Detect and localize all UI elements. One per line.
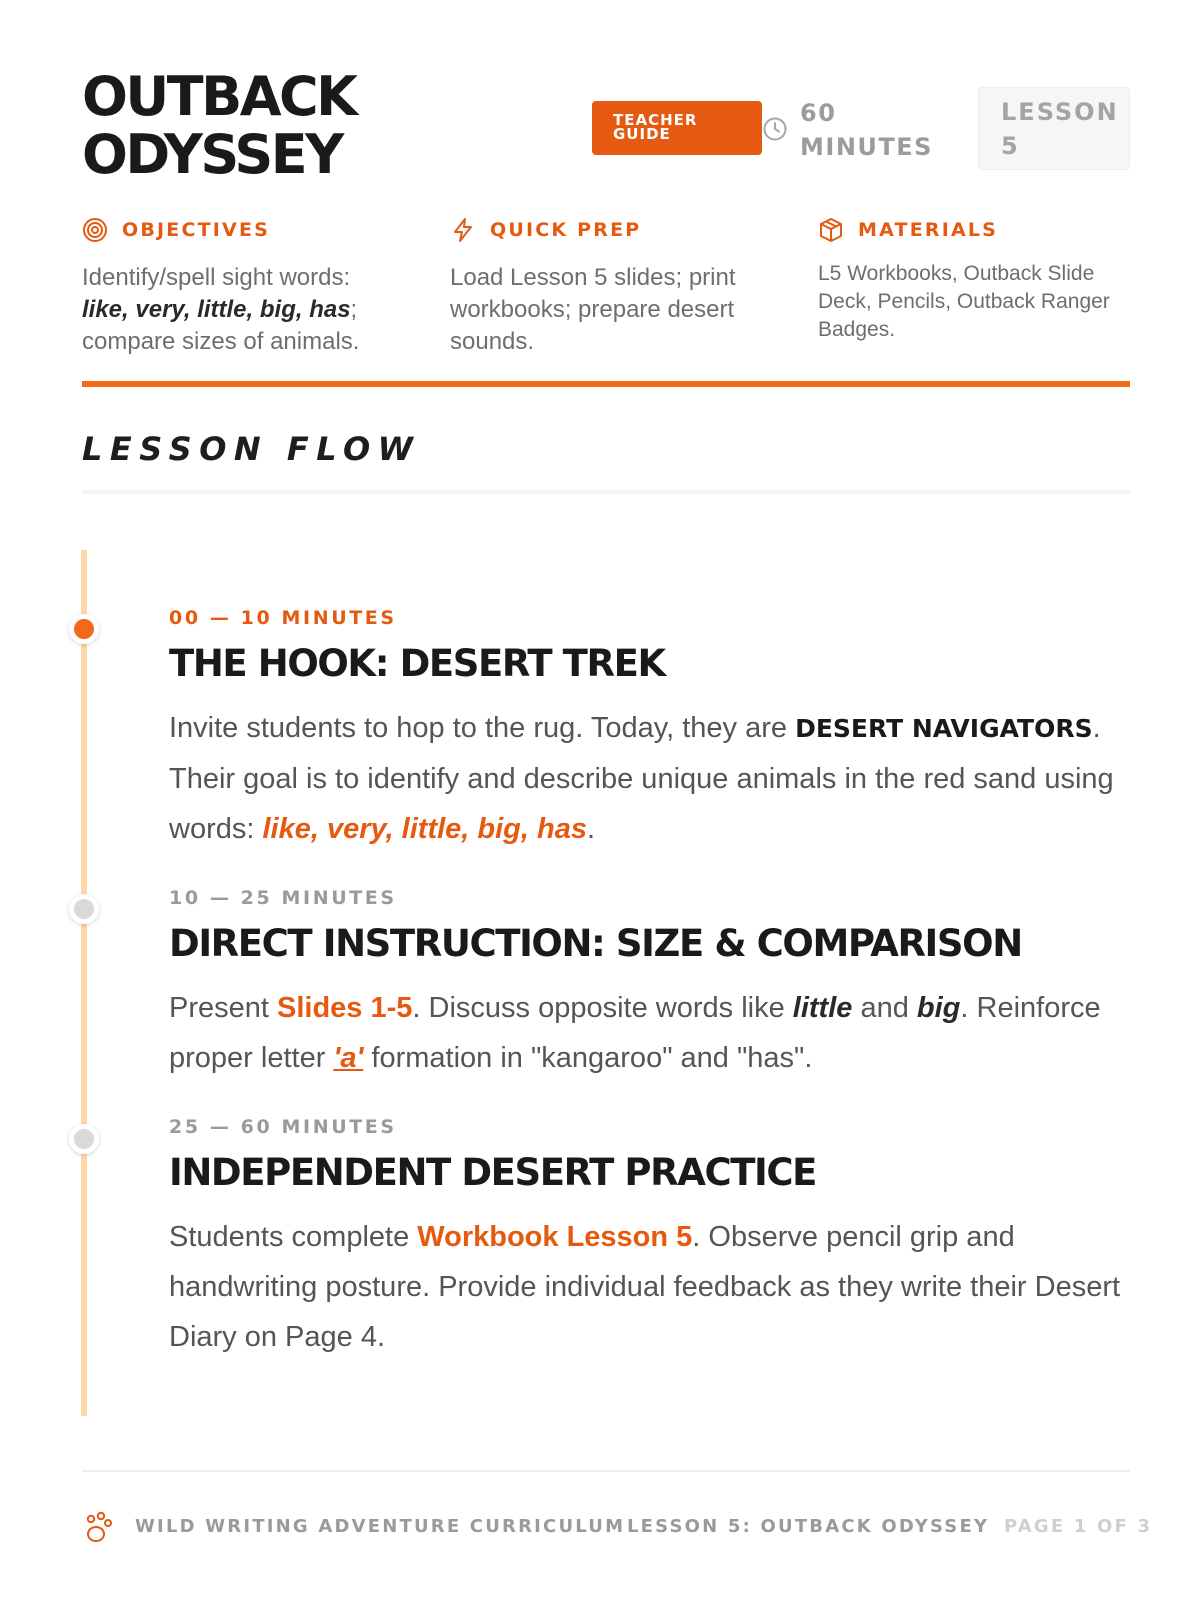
step-title: THE HOOK: DESERT TREK: [169, 642, 665, 685]
flow-step-hook: [169, 607, 1129, 854]
clock-icon: [762, 116, 788, 142]
timeline-dot: [69, 1124, 99, 1154]
objectives-section: [82, 216, 412, 358]
timeline-dot-active: [69, 614, 99, 644]
body-text: . Observe pencil grip and handwriting posture. Provide individual feedback as they write their Desert Diary on Page 4.: [169, 1221, 1121, 1353]
body-text: and: [852, 992, 917, 1024]
teacher-guide-badge: [592, 101, 762, 155]
box-icon: [818, 217, 844, 243]
step-time: 00 — 10 MINUTES: [169, 607, 397, 629]
footer-page-number: PAGE 1 OF 3: [1004, 1516, 1153, 1537]
body-text: Students complete: [169, 1221, 418, 1253]
role-name: DESERT NAVIGATORS: [795, 714, 1093, 743]
lesson-flow-heading: LESSON FLOW: [82, 430, 421, 468]
body-text: . Reinforce proper letter: [169, 992, 1101, 1074]
workbook-reference: Workbook Lesson 5: [417, 1221, 693, 1253]
body-text: .: [586, 813, 596, 845]
step-body: [169, 1212, 1129, 1362]
footer-lesson: LESSON 5: OUTBACK ODYSSEY: [627, 1516, 990, 1537]
page-title: [82, 65, 356, 186]
flow-step-direct-instruction: [169, 887, 1129, 1083]
quick-prep-label: QUICK PREP: [490, 219, 642, 241]
sight-words: like, very, little, big, has: [262, 813, 587, 845]
duration-unit: MINUTES: [800, 133, 933, 161]
flow-step-independent-practice: [169, 1116, 1129, 1362]
body-text: formation in "kangaroo" and "has".: [363, 1042, 813, 1074]
body-text: Present: [169, 992, 277, 1024]
step-time: 25 — 60 MINUTES: [169, 1116, 397, 1138]
lesson-label: LESSON: [1001, 98, 1119, 126]
step-title: INDEPENDENT DESERT PRACTICE: [169, 1151, 817, 1194]
word-little: little: [792, 992, 853, 1024]
slides-reference: Slides 1-5: [277, 992, 413, 1024]
materials-label: MATERIALS: [858, 219, 999, 241]
title-line-1: OUTBACK: [82, 65, 356, 128]
footer-divider: [82, 1470, 1130, 1472]
paw-icon: [80, 1511, 114, 1545]
step-body: [169, 983, 1129, 1083]
title-line-2: ODYSSEY: [82, 123, 342, 186]
quick-prep-text: Load Lesson 5 slides; print workbooks; prepare desert sounds.: [450, 264, 736, 355]
word-big: big: [916, 992, 961, 1024]
target-icon: [82, 217, 108, 243]
materials-section: [818, 216, 1130, 344]
duration-label: [800, 96, 940, 164]
footer-curriculum: WILD WRITING ADVENTURE CURRICULUM: [135, 1516, 626, 1537]
lesson-number-box: [978, 87, 1130, 170]
step-time: 10 — 25 MINUTES: [169, 887, 397, 909]
materials-text: L5 Workbooks, Outback Slide Deck, Pencils, Outback Ranger Badges.: [818, 262, 1110, 341]
lesson-flow-divider: [82, 490, 1130, 494]
timeline-line: [81, 550, 87, 1416]
duration-value: 60: [800, 99, 837, 127]
timeline-dot: [69, 894, 99, 924]
body-text: Invite students to hop to the rug. Today, they are: [169, 712, 796, 744]
step-body: [169, 703, 1129, 854]
body-text: . Discuss opposite words like: [412, 992, 793, 1024]
objectives-sight-words: like, very, little, big, has: [82, 296, 351, 323]
lesson-number: 5: [1001, 132, 1020, 160]
letter-a: 'a': [333, 1042, 364, 1074]
objectives-text: [82, 262, 412, 358]
badge-line-1: TEACHER: [613, 111, 698, 129]
objectives-intro: Identify/spell sight words:: [82, 264, 351, 291]
body-text: . Their goal is to identify and describe unique animals in the red sand using words:: [169, 712, 1114, 845]
objectives-outro: ; compare sizes of animals.: [82, 296, 360, 355]
lightning-icon: [450, 217, 476, 243]
quick-prep-section: [450, 216, 780, 358]
step-title: DIRECT INSTRUCTION: SIZE & COMPARISON: [169, 922, 1022, 965]
badge-line-2: GUIDE: [613, 125, 671, 143]
objectives-label: OBJECTIVES: [122, 219, 271, 241]
header-divider: [82, 381, 1130, 387]
